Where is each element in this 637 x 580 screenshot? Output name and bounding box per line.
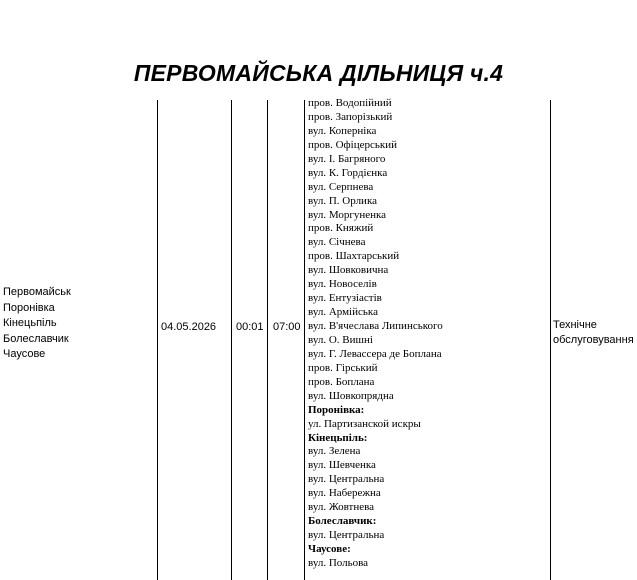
column-divider [550, 100, 551, 580]
street-item: вул. Шовкопрядна [308, 389, 394, 402]
street-item: вул. Центральна [308, 529, 385, 542]
street-item: вул. О. Вишні [308, 333, 373, 346]
settlement-name: Болеславчик [3, 332, 69, 345]
street-item: вул. Серпнева [308, 180, 374, 193]
street-item: пров. Княжий [308, 222, 374, 235]
outage-date: 04.05.2026 [161, 321, 217, 333]
column-divider [157, 100, 158, 580]
settlements-cell [3, 285, 71, 363]
outage-time-start: 00:01 [236, 321, 264, 333]
outage-time-end: 07:00 [273, 321, 301, 333]
street-item: вул. Армійська [308, 306, 378, 319]
street-item: вул. Шовковична [308, 264, 389, 277]
street-item: ул. Партизанской искры [308, 417, 421, 430]
column-divider [231, 100, 232, 580]
street-item: пров. Запорізький [308, 110, 393, 123]
street-item: пров. Водопійний [308, 97, 392, 109]
street-item: вул. Польова [308, 556, 369, 569]
settlement-heading: Кінецьпіль: [308, 431, 368, 444]
street-item: вул. П. Орлика [308, 194, 378, 207]
street-item: пров. Шахтарський [308, 250, 400, 263]
street-item: вул. Набережна [308, 487, 381, 500]
street-item: вул. Ентузіастів [308, 292, 382, 305]
settlement-heading: Болеславчик: [308, 515, 377, 528]
street-item: вул. Новоселів [308, 278, 377, 291]
street-item: вул. Моргуненка [308, 208, 387, 221]
street-item: вул. Шевченка [308, 459, 376, 472]
street-item: вул. К. Гордієнка [308, 166, 388, 179]
street-item: вул. Коперніка [308, 124, 377, 137]
page-title: ПЕРВОМАЙСЬКА ДІЛЬНИЦЯ ч.4 [133, 60, 504, 86]
street-item: пров. Боплана [308, 375, 375, 388]
street-item: пров. Гірський [308, 361, 378, 374]
street-item: вул. І. Багряного [308, 152, 386, 165]
street-item: вул. В'ячеслава Липинського [308, 320, 443, 332]
street-item: вул. Жовтнева [308, 501, 375, 514]
street-item: пров. Офіцерський [308, 138, 397, 151]
street-item: вул. Центральна [308, 473, 385, 486]
settlement-name: Поронівка [3, 301, 55, 314]
settlement-name: Чаусове [3, 348, 46, 360]
column-divider [267, 100, 268, 580]
streets-cell [308, 97, 443, 571]
settlement-heading: Поронівка: [308, 403, 365, 416]
street-item: вул. Січнева [308, 236, 366, 249]
settlement-name: Первомайськ [3, 286, 71, 298]
street-item: вул. Г. Левассера де Боплана [308, 347, 442, 360]
settlement-heading: Чаусове: [308, 543, 351, 555]
column-divider [304, 100, 305, 580]
street-item: вул. Зелена [308, 445, 361, 458]
settlement-name: Кінецьпіль [3, 317, 57, 329]
outage-reason: Технічне обслуговування [553, 319, 634, 346]
